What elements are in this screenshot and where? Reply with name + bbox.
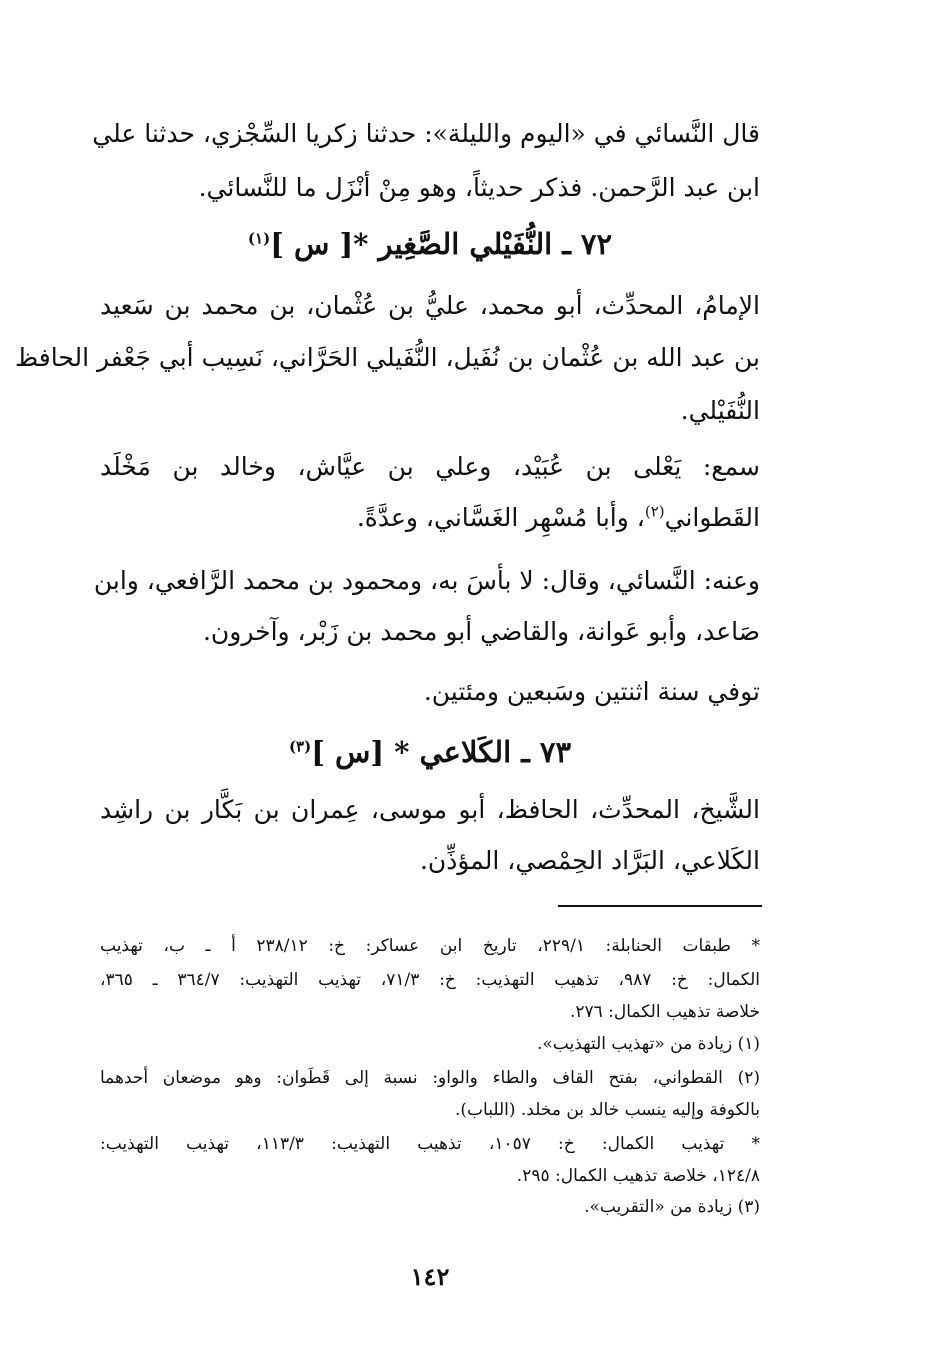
body-line: الإمامُ، المحدِّث، أبو محمد، عليُّ بن عُثْمان، بن محمد بن سَعيد [100,291,760,320]
footnote-line: (٣) زيادة من «التقريب». [584,1197,760,1217]
body-line: النُّفَيْلي. [680,396,760,425]
body-line: الشَّيخ، المحدِّث، الحافظ، أبو موسى، عِمران بن بَكَّار بن راشِد [100,795,760,824]
body-line: سمع: يَعْلى بن عُبَيْد، وعلي بن عيَّاش، وخالد بن مَخْلَد [100,452,760,481]
footnote-line: (١) زيادة من «تهذيب التهذيب». [536,1034,760,1054]
footnote-marker: (٣) [288,737,312,756]
footnote-line: الكمال: خ: ٩٨٧، تذهيب التهذيب: خ: ٧١/٣، تهذيب التهذيب: ٣٦٤/٧ ـ ٣٦٥، [100,970,760,990]
footnote-line: خلاصة تذهيب الكمال: ٢٧٦. [569,1002,760,1022]
body-line: توفي سنة اثنتين وسَبعين ومئتين. [423,677,760,706]
footnote-line: (٢) القطواني، بفتح القاف والطاء والواو: نسبة إلى قَطَوان: وهو موضعان أحدهما [100,1068,760,1088]
body-text: ، وأبا مُسْهِر الغَسَّاني، وعدَّةً. [356,503,645,532]
narrator-name: القَطواني [664,503,760,532]
body-line: الكَلاعي، البَرَّاد الحِمْصي، المؤذِّن. [419,846,760,875]
heading-text: ٧٣ ـ الكَلاعي * [س ] [311,735,572,769]
footnote-line: بالكوفة وإليه ينسب خالد بن مخلد. (اللباب). [454,1100,760,1120]
page-number: ١٤٢ [410,1262,450,1291]
footnote-line: * تهذيب الكمال: خ: ١٠٥٧، تذهيب التهذيب: ١١٣/٣، تهذيب التهذيب: [100,1134,761,1154]
body-line: ابن عبد الرَّحمن. فذكر حديثاً، وهو مِنْ أنْزَل ما للنَّسائي. [198,173,760,202]
body-line: قال النَّسائي في «اليوم والليلة»: حدثنا زكريا السِّجْزي، حدثنا علي [92,119,760,148]
biography-heading-73 [100,732,760,772]
footnote-marker: (١) [247,229,271,248]
heading-text: ٧٢ ـ النُّفَيْلي الصَّغِير *[ س ] [270,227,613,261]
body-line: وعنه: النَّسائي، وقال: لا بأسَ به، ومحمود بن محمد الرَّافعي، وابن [93,566,760,595]
biography-heading-72 [100,224,760,264]
body-line: صَاعد، وأبو عَوانة، والقاضي أبو محمد بن زَبْر، وآخرون. [202,617,760,646]
body-line: بن عبد الله بن عُثْمان بن نُفَيل، النُّفَيلي الحَرَّاني، نَسِيب أبي جَعْفر الحافظ [15,343,760,372]
body-line [100,500,760,536]
footnote-marker: (٢) [644,502,665,521]
footnote-separator [558,905,762,907]
footnote-line: ١٢٤/٨، خلاصة تذهيب الكمال: ٢٩٥. [516,1166,760,1186]
footnote-line: * طبقات الحنابلة: ٢٢٩/١، تاريخ ابن عساكر: خ: ٢٣٨/١٢ أ ـ ب، تهذيب [100,936,760,956]
